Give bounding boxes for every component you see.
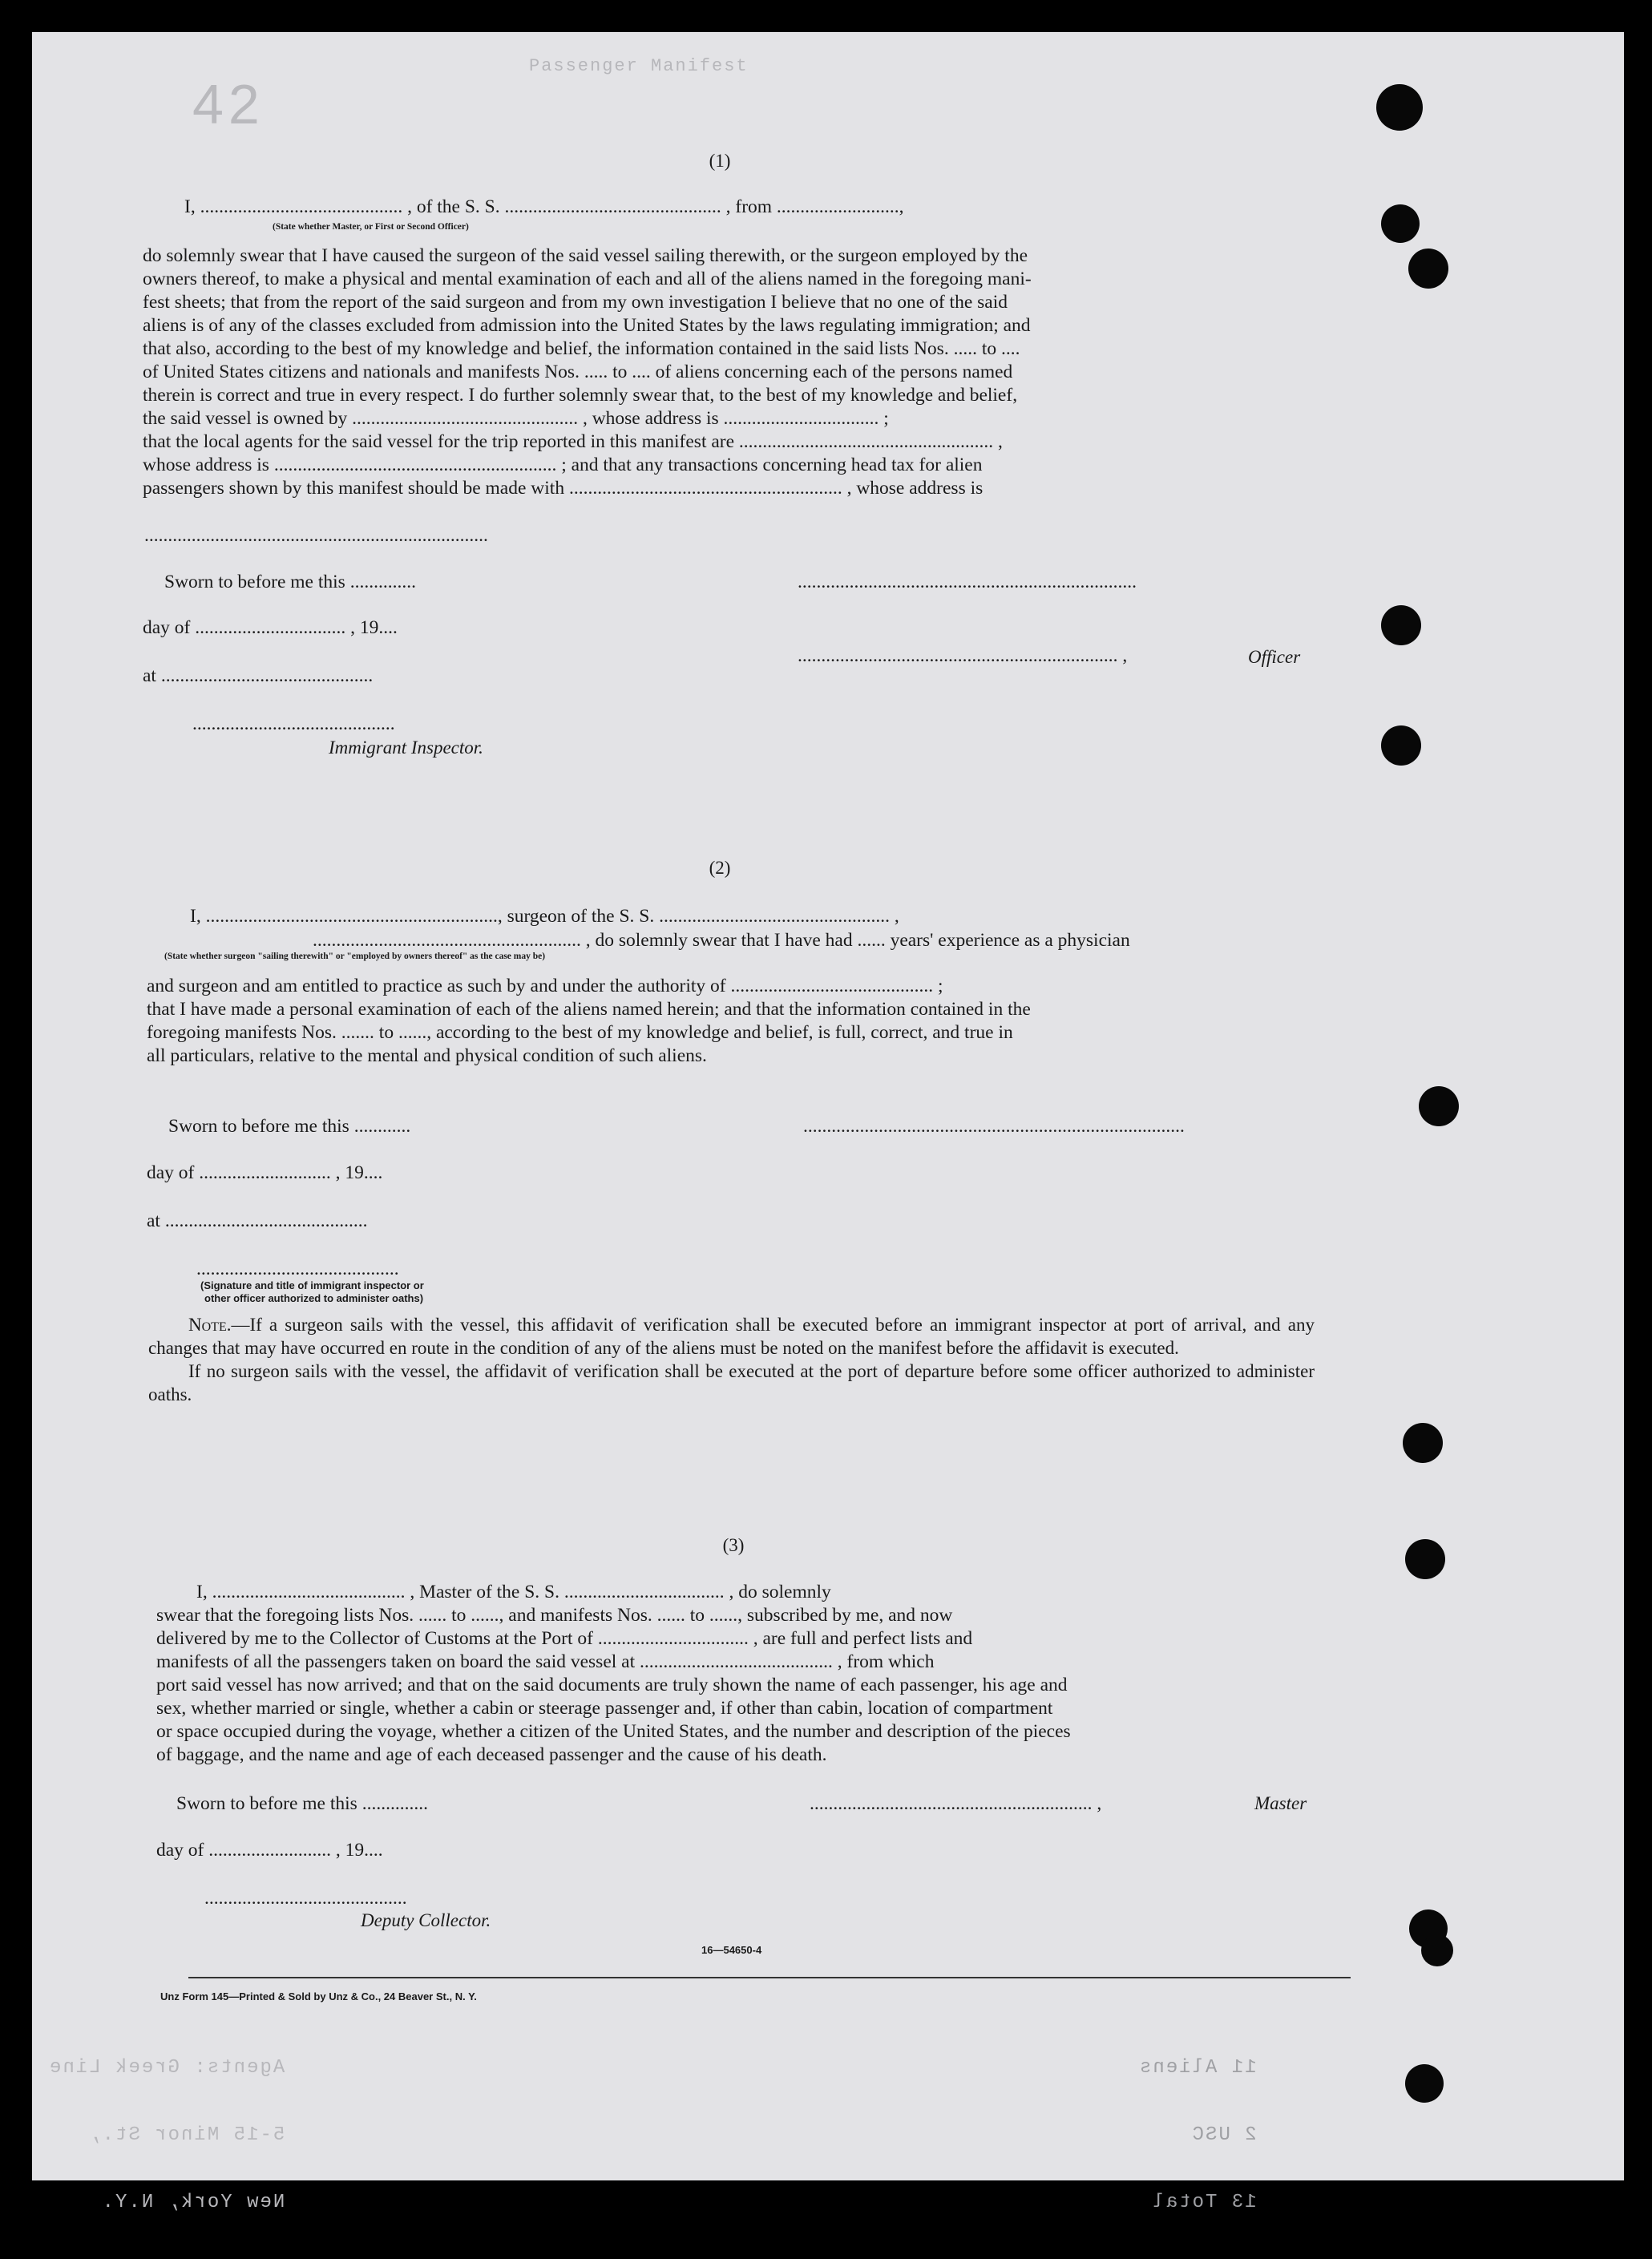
note-paragraph-2: If no surgeon sails with the vessel, the affidavit of verification shall be executed at the port of departure before some officer authorized to administer oaths. <box>148 1361 1315 1404</box>
punch-hole <box>1405 2064 1444 2103</box>
punch-hole <box>1419 1086 1459 1126</box>
document-page <box>32 32 1624 2213</box>
section-2-right-dots: ................................................................................. <box>803 1116 1185 1137</box>
section-1-officer-dots-top: ........................................................................ <box>798 572 1137 592</box>
section-2-sworn: Sworn to before me this ............ <box>168 1116 411 1137</box>
section-1-opening-line: I, ........................................... , of the S. S. .............................................. , from .........................., <box>184 196 904 217</box>
section-2-sig-dots: ........................................... <box>196 1259 399 1279</box>
section-1-body: do solemnly swear that I have caused the surgeon of the said vessel sailing therewith, or the surgeon employed by the owners thereof, to make a physical and mental examination of each and all of the aliens named in the foregoing mani- fest sheets; that from the report of the said surgeon and from my own investigation I believe that no one of the said aliens is of any of the classes excluded from admission into the United States by the laws regulating immigration; and that also, according to the best of my knowledge and belief, the information contained in the said lists Nos. ..... to .... of United States citizens and nationals and manifests Nos. ..... to .... of aliens concerning each of the persons named therein is correct and true in every respect. I do further solemnly swear that, to the best of my knowledge and belief, the said vessel is owned by ................................................ , whose address is ................................. ; that the local agents for the said vessel for the trip reported in this manifest are ...................................................... , whose address is ............................................................ ; and that any transactions concerning head tax for alien passengers shown by this manifest should be made with .......................................................... , whose address is <box>143 245 1032 499</box>
note-block <box>148 1313 1315 1406</box>
punch-hole <box>1381 605 1421 645</box>
punch-hole <box>1376 84 1423 131</box>
section-2-opening-note: (State whether surgeon "sailing therewith" or "employed by owners thereof" as the case may be) <box>164 952 546 961</box>
footer-printer-line: Unz Form 145—Printed & Sold by Unz & Co., 24 Beaver St., N. Y. <box>160 1990 477 2002</box>
footer-rule <box>188 1977 1351 1978</box>
punch-hole <box>1381 725 1421 766</box>
section-2-sig-note-2: other officer authorized to administer oaths) <box>204 1292 424 1304</box>
punch-hole <box>1421 1934 1453 1966</box>
section-3-number: (3) <box>722 1535 745 1555</box>
section-2-number: (2) <box>709 858 731 878</box>
punch-hole <box>1381 204 1420 243</box>
section-2-sig-note-1: (Signature and title of immigrant inspector or <box>200 1279 424 1291</box>
note-paragraph-1: Note.—If a surgeon sails with the vessel, this affidavit of verification shall be executed before an immigrant inspector at port of arrival, and any changes that may have occurred en route in the condition of any of the aliens must be noted on the manifest before the affidavit is executed. <box>148 1315 1315 1358</box>
section-1-opening-note: (State whether Master, or First or Second Officer) <box>273 222 469 232</box>
section-1-day-of: day of ................................ , 19.... <box>143 617 398 638</box>
section-3-day-of: day of .......................... , 19.... <box>156 1840 383 1861</box>
section-2-opening-line: I, .............................................................., surgeon of the S. S. ................................................. , <box>190 906 899 927</box>
bleed-through-header: Passenger Manifest <box>529 56 749 76</box>
section-3-master-dots: ............................................................ , <box>810 1793 1102 1814</box>
punch-hole <box>1403 1423 1443 1463</box>
section-3-deputy-label: Deputy Collector. <box>361 1910 491 1930</box>
section-1-sworn: Sworn to before me this .............. <box>164 572 416 592</box>
section-1-inspector-dots: ........................................... <box>192 713 395 734</box>
note-label: Note. <box>188 1315 232 1335</box>
section-3-master-label: Master <box>1254 1793 1307 1813</box>
punch-hole <box>1405 1539 1445 1579</box>
bleed-through-agents: Agents: Greek Line 5-15 Minor St., New York, N.Y. <box>48 2057 285 2213</box>
section-3-deputy-dots: ........................................... <box>204 1888 407 1909</box>
section-1-at: at ............................................. <box>143 665 374 686</box>
section-1-trailing-dots: ......................................................................... <box>144 525 488 546</box>
section-1-inspector-label: Immigrant Inspector. <box>329 738 483 758</box>
section-1-officer-label: Officer <box>1248 647 1301 667</box>
section-2-at: at ........................................... <box>147 1210 368 1231</box>
section-1-officer-dots: .................................................................... , <box>798 645 1128 666</box>
section-3-body: I, ......................................... , Master of the S. S. .................................. , do solemnly swear that the foregoing lists Nos. ...... to ......, and manifests Nos. ...... to ......, subscribed by me, and now delivered by me to the Collector of Customs at the Port of ................................ , are full and perfect lists and manifests of all the passengers taken on board the said vessel at ......................................... , from which port said vessel has now arrived; and that on the said documents are truly shown the name of each passenger, his age and sex, whether married or single, whether a cabin or steerage passenger and, if other than cabin, location of compartment or space occupied during the voyage, whether a citizen of the United States, and the number and description of the pieces of baggage, and the name and age of each deceased passenger and the cause of his death. <box>156 1582 1071 1765</box>
page-number: 42 <box>192 73 265 135</box>
section-1-number: (1) <box>709 151 731 171</box>
punch-hole <box>1408 249 1448 289</box>
section-2-second-line: ......................................................... , do solemnly swear that I have had ...... years' experience as a physician <box>313 930 1130 951</box>
section-2-body: and surgeon and am entitled to practice as such by and under the authority of ........................................... ; that I have made a personal examination of each of the aliens named herein; and that the information contained in the foregoing manifests Nos. ....... to ......, according to the best of my knowledge and belief, is full, correct, and true in all particulars, relative to the mental and physical condition of such aliens. <box>147 976 1031 1066</box>
section-3-sworn: Sworn to before me this .............. <box>176 1793 428 1814</box>
section-2-day-of: day of ............................ , 19.... <box>147 1162 383 1183</box>
form-code: 16—54650-4 <box>701 1944 762 1956</box>
bleed-through-totals: 11 Aliens 2 USC 13 Total <box>1138 2057 1257 2213</box>
